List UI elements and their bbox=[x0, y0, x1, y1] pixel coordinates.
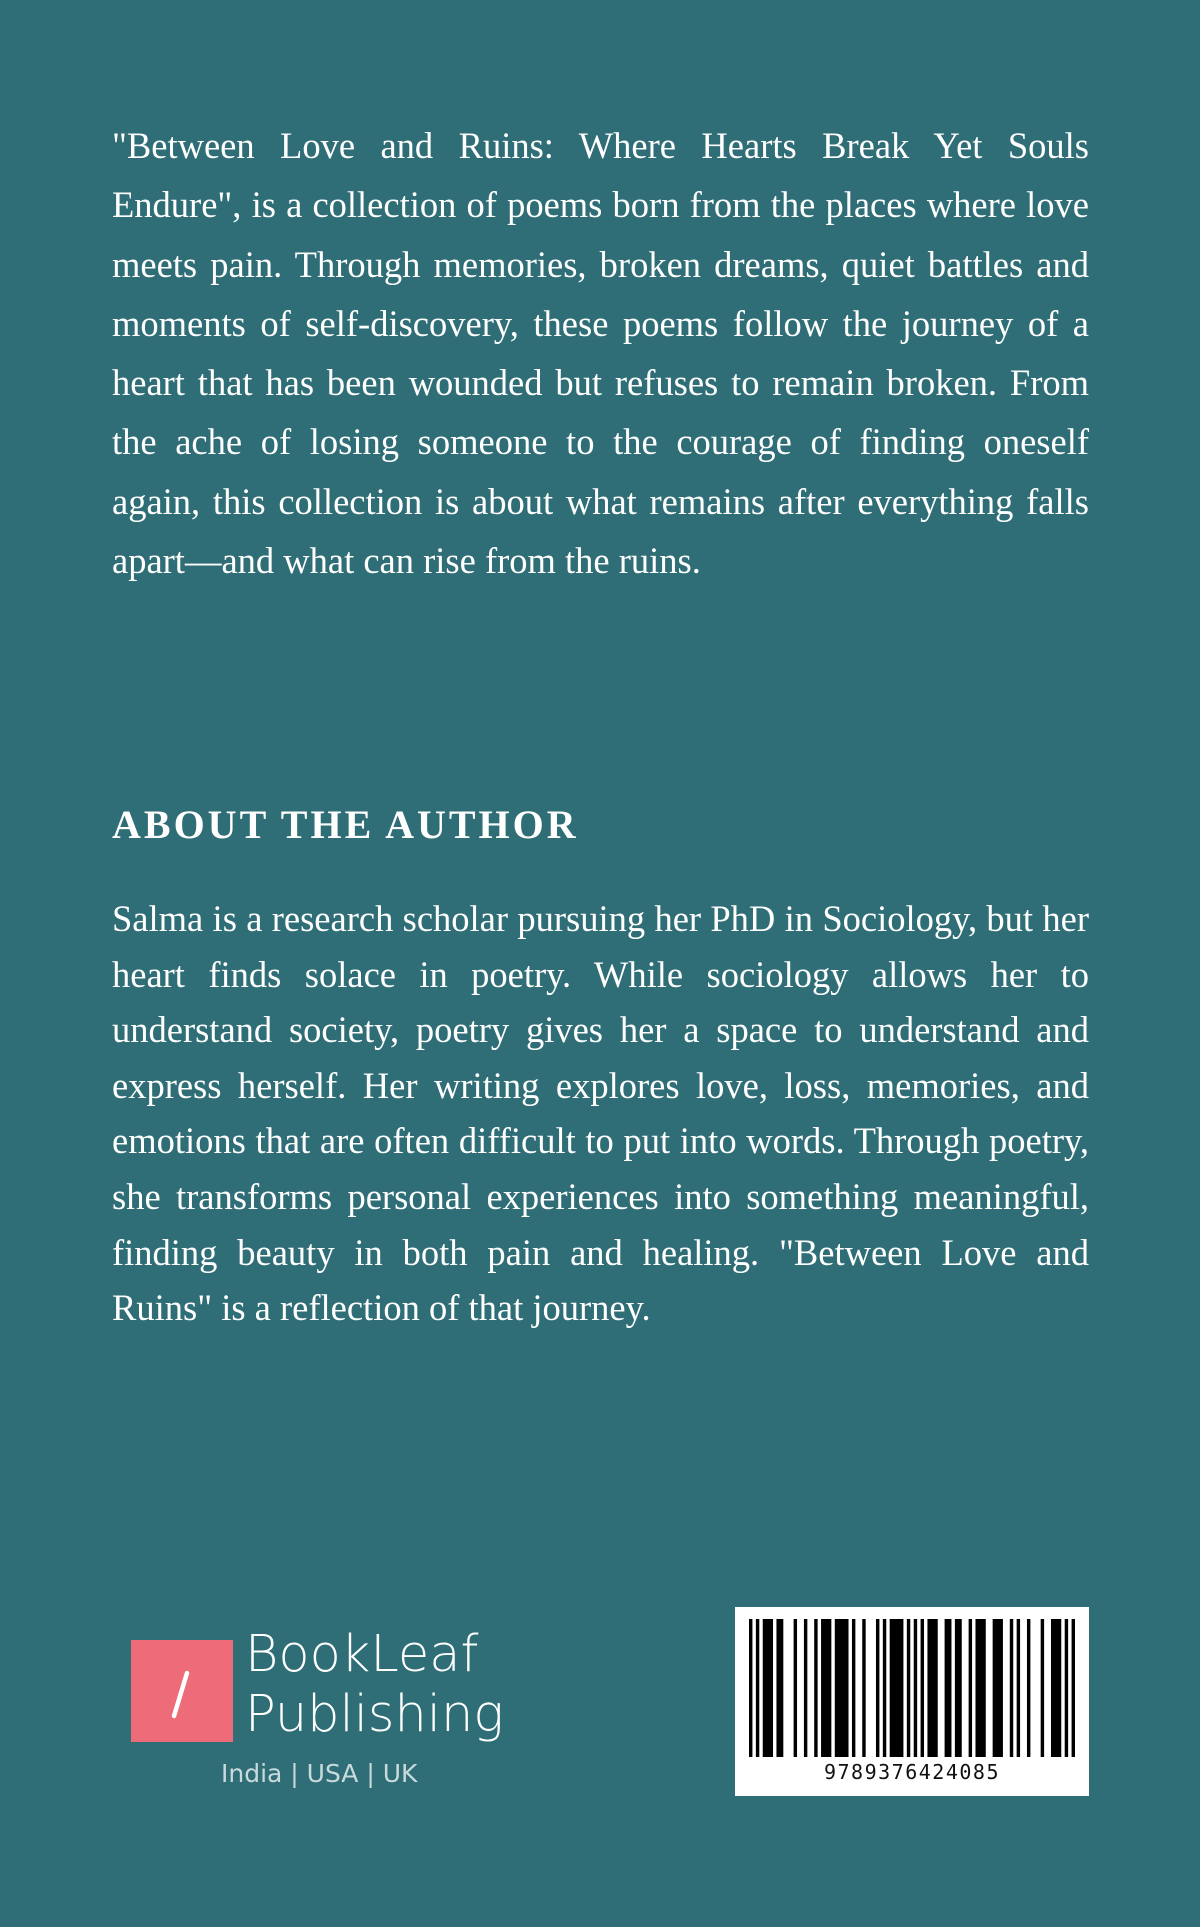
isbn-barcode bbox=[735, 1607, 1089, 1796]
barcode-bar bbox=[756, 1619, 759, 1757]
barcode-bar bbox=[862, 1619, 865, 1757]
barcode-bar bbox=[883, 1619, 886, 1757]
barcode-bar bbox=[1027, 1619, 1030, 1757]
publisher-name bbox=[245, 1625, 504, 1745]
about-author-heading: ABOUT THE AUTHOR bbox=[112, 802, 579, 847]
publisher-name-line1: BookLeaf bbox=[245, 1625, 479, 1684]
barcode-bar bbox=[749, 1619, 752, 1757]
barcode-bar bbox=[1065, 1619, 1068, 1757]
barcode-bar bbox=[876, 1619, 879, 1757]
book-description: "Between Love and Ruins: Where Hearts Break Yet Souls Endure", is a collection of poems born from the places where love meets pain. Through memories, broken dreams, quiet battles and moments of self-discovery, these poems follow the journey of a heart that has been wounded but refuses to remain broken. From the ache of losing someone to the courage of finding oneself again, this collection is about what remains after everything falls apart—and what can rise from the ruins. bbox=[112, 125, 1089, 582]
barcode-bar bbox=[804, 1619, 807, 1757]
barcode-bars bbox=[749, 1619, 1075, 1757]
barcode-bar bbox=[975, 1619, 985, 1757]
slash-logo-icon bbox=[131, 1640, 233, 1742]
barcode-bar bbox=[852, 1619, 855, 1757]
about-author-text: Salma is a research scholar pursuing her PhD in Sociology, but her heart finds solace in poetry. While sociology allows her to understand society, poetry gives her a space to understand and express herself. Her writing explores love, loss, memories, and emotions that are often difficult to put into words. Through poetry, she transforms personal experiences into something meaningful, finding beauty in both pain and healing. "Between Love and Ruins" is a reflection of that journey. bbox=[112, 898, 1089, 1329]
barcode-bar bbox=[763, 1619, 773, 1757]
barcode-bar bbox=[927, 1619, 937, 1757]
barcode-bar bbox=[1017, 1619, 1020, 1757]
barcode-bar bbox=[814, 1619, 817, 1757]
barcode-bar bbox=[907, 1619, 910, 1757]
publisher-regions: India | USA | UK bbox=[221, 1759, 418, 1788]
barcode-bar bbox=[969, 1619, 972, 1757]
barcode-bar bbox=[890, 1619, 904, 1757]
barcode-bar bbox=[945, 1619, 952, 1757]
barcode-bar bbox=[955, 1619, 962, 1757]
barcode-bar bbox=[835, 1619, 849, 1757]
barcode-bar bbox=[776, 1619, 783, 1757]
barcode-bar bbox=[794, 1619, 797, 1757]
publisher-name-line2: Publishing bbox=[245, 1685, 504, 1744]
barcode-bar bbox=[1051, 1619, 1061, 1757]
barcode-bar bbox=[993, 1619, 1003, 1757]
barcode-bar bbox=[914, 1619, 917, 1757]
barcode-bar bbox=[1072, 1619, 1075, 1757]
barcode-bar bbox=[821, 1619, 831, 1757]
isbn-number: 9789376424085 bbox=[823, 1760, 1001, 1784]
publisher-logo bbox=[131, 1625, 531, 1797]
barcode-bar bbox=[1041, 1619, 1044, 1757]
barcode-bar bbox=[1010, 1619, 1013, 1757]
barcode-bar bbox=[921, 1619, 924, 1757]
